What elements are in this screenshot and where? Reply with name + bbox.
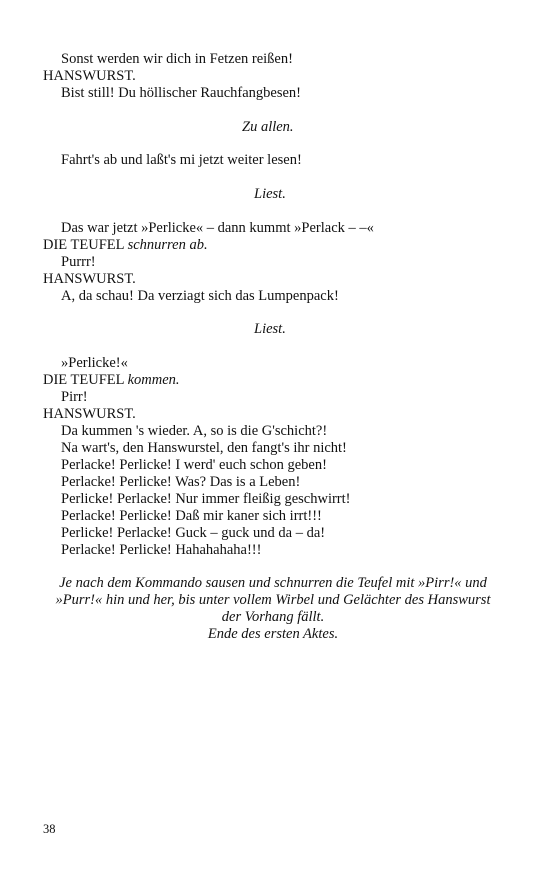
stage-direction: Zu allen. xyxy=(242,119,294,135)
speaker-line xyxy=(0,237,550,254)
page-number: 38 xyxy=(43,822,56,836)
verse-line: Perlicke! Perlacke! Guck – guck und da – da! xyxy=(61,525,326,541)
speaker-name: HANSWURST. xyxy=(43,406,136,422)
verse-line: Pirr! xyxy=(61,389,88,405)
final-stage-direction: der Vorhang fällt. xyxy=(221,609,325,625)
verse-line: »Perlicke!« xyxy=(61,355,128,371)
verse-line: Perlacke! Perlicke! Daß mir kaner sich irrt!!! xyxy=(61,508,322,524)
speaker-name: HANSWURST. xyxy=(43,68,136,84)
speaker-name: DIE TEUFEL xyxy=(43,372,124,388)
speaker-name: DIE TEUFEL xyxy=(43,237,124,253)
verse-line: Da kummen 's wieder. A, so is die G'schicht?! xyxy=(61,423,328,439)
speaker-line xyxy=(0,372,550,389)
stage-direction: Liest. xyxy=(254,321,286,337)
final-stage-direction: Je nach dem Kommando sausen und schnurren die Teufel mit »Pirr!« und xyxy=(59,575,487,591)
inline-stage-direction: schnurren ab. xyxy=(127,237,208,253)
verse-line: Purrr! xyxy=(61,254,96,270)
verse-line: Fahrt's ab und laßt's mi jetzt weiter lesen! xyxy=(61,152,302,168)
verse-line: Perlacke! Perlicke! Hahahahaha!!! xyxy=(61,542,262,558)
verse-line: Bist still! Du höllischer Rauchfangbesen! xyxy=(61,85,302,101)
verse-line: Sonst werden wir dich in Fetzen reißen! xyxy=(61,51,293,67)
final-stage-direction: »Purr!« hin und her, bis unter vollem Wirbel und Gelächter des Hanswurst xyxy=(55,592,491,608)
act-end-line: Ende des ersten Aktes. xyxy=(207,626,339,642)
speaker-name: HANSWURST. xyxy=(43,271,136,287)
inline-stage-direction: kommen. xyxy=(127,372,180,388)
stage-direction: Liest. xyxy=(254,186,286,202)
verse-line: Na wart's, den Hanswurstel, den fangt's ihr nicht! xyxy=(61,440,347,456)
verse-line: Perlicke! Perlacke! Nur immer fleißig geschwirrt! xyxy=(61,491,351,507)
verse-line: Perlacke! Perlicke! I werd' euch schon geben! xyxy=(61,457,327,473)
verse-line: Perlacke! Perlicke! Was? Das is a Leben! xyxy=(61,474,301,490)
verse-line: Das war jetzt »Perlicke« – dann kummt »Perlack – –« xyxy=(61,220,374,236)
verse-line: A, da schau! Da verziagt sich das Lumpenpack! xyxy=(61,288,339,304)
